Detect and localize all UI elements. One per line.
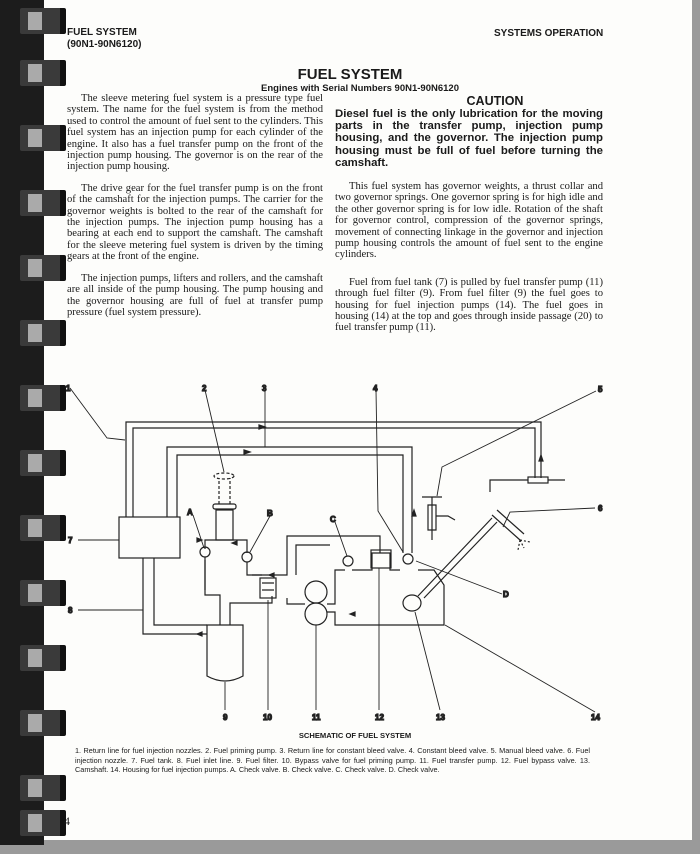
paragraph: The injection pumps, lifters and rollers, and the camshaft are all inside of the pump housing. The pump housing and the governor housing are full of fuel at transfer pump pressure (fuel system pressure). bbox=[67, 272, 323, 318]
constant-bleed-valve bbox=[403, 554, 413, 564]
callout-b: B bbox=[267, 509, 273, 518]
bypass-valve-priming bbox=[260, 578, 276, 598]
callout-7: 7 bbox=[68, 536, 73, 545]
callout-11: 11 bbox=[312, 713, 321, 722]
caution-heading: CAUTION bbox=[466, 94, 524, 108]
callout-1: 1 bbox=[66, 384, 71, 393]
caution-text: Diesel fuel is the only lubrication for the moving parts in the transfer pump, injection pump housing, and the governor. The injection pump housing must be full of fuel before turning the camshaft. bbox=[335, 108, 603, 169]
callout-12: 12 bbox=[375, 713, 384, 722]
manual-bleed-valve bbox=[422, 497, 455, 540]
transfer-pump-gear-bottom bbox=[305, 603, 327, 625]
figure-caption: SCHEMATIC OF FUEL SYSTEM bbox=[298, 731, 412, 740]
flow-arrows bbox=[197, 425, 543, 636]
callout-13: 13 bbox=[436, 713, 445, 722]
priming-pump bbox=[216, 510, 233, 540]
callout-10: 10 bbox=[263, 713, 272, 722]
callout-3: 3 bbox=[262, 384, 267, 393]
header-serial: (90N1-90N6120) bbox=[67, 39, 142, 50]
header-section: FUEL SYSTEM bbox=[67, 27, 137, 38]
callout-6: 6 bbox=[598, 504, 603, 513]
page-title: FUEL SYSTEM bbox=[297, 66, 403, 83]
priming-pump-handle bbox=[213, 504, 236, 509]
manual-bleed-block bbox=[528, 477, 548, 483]
fuel-filter bbox=[207, 625, 243, 681]
callout-9: 9 bbox=[223, 713, 228, 722]
callout-leaders bbox=[70, 388, 596, 712]
figure-legend: 1. Return line for fuel injection nozzles. 2. Fuel priming pump. 3. Return line for constant bleed valve. 4. Constant bleed valve. 5. Manual bleed valve. 6. Fuel injection nozzle. 7. Fuel tank. 8. Fuel inlet line. 9. Fuel filter. 10. Bypass valve for fuel priming pump. 11. Fuel transfer pump. 12. Fuel bypass valve. 13. Camshaft. 14. Housing for fuel injection pumps. A. Check valve. B. Check valve. C. Check valve. D. Check valve. bbox=[75, 746, 590, 775]
priming-handle-dashed bbox=[214, 473, 234, 479]
check-valve-b bbox=[242, 552, 252, 562]
return-line-bleed bbox=[167, 447, 412, 553]
paragraph: Fuel from fuel tank (7) is pulled by fuel transfer pump (11) through fuel filter (9). From fuel filter (9) the fuel goes to housing for fuel injection pumps (14). The fuel goes in housing (14) at the top and goes through inside passage (20) to fuel transfer pump (11). bbox=[335, 276, 603, 334]
priming-pump-extended bbox=[219, 478, 230, 504]
callout-c: C bbox=[330, 515, 336, 524]
paragraph: This fuel system has governor weights, a thrust collar and two governor springs. One governor spring is for high idle and the other governor spring is for low idle. Rotation of the shaft for governor control, compression of the governor springs, movement of connecting linkage in the governor and injection pump housing controls the amount of fuel sent to the engine cylinders. bbox=[335, 181, 603, 261]
callout-a: A bbox=[187, 508, 193, 517]
check-valve-c bbox=[343, 556, 353, 566]
callout-8: 8 bbox=[68, 606, 73, 615]
transfer-pump-gear-top bbox=[305, 581, 327, 603]
header-right: SYSTEMS OPERATION bbox=[494, 28, 604, 39]
callout-4: 4 bbox=[373, 384, 378, 393]
callout-d: D bbox=[503, 590, 509, 599]
paragraph: The drive gear for the fuel transfer pump is on the front of the camshaft for the injection pumps. The carrier for the governor weights is bolted to the rear of the camshaft for the injection pumps. The injection pump housing has a bearing at each end to support the camshaft. The camshaft for the sleeve metering fuel system is driven by the timing gears at the front of the engine. bbox=[67, 182, 323, 263]
priming-circuit bbox=[205, 540, 262, 590]
page-subtitle: Engines with Serial Numbers 90N1-90N6120 bbox=[261, 83, 459, 94]
callout-2: 2 bbox=[202, 384, 207, 393]
filter-outlet-line bbox=[205, 557, 272, 625]
fuel-inlet-line bbox=[143, 558, 207, 634]
fuel-tank bbox=[119, 517, 180, 558]
paragraph: The sleeve metering fuel system is a pressure type fuel system. The name for the fuel system is from the method used to control the amount of fuel sent to the cylinders. This fuel system has an injection pump for each cylinder of the engine. It also has a fuel transfer pump on the front of the injection pump housing. The governor is on the rear of the injection pump housing. bbox=[67, 93, 323, 173]
page-number: 4 bbox=[64, 814, 70, 828]
callout-5: 5 bbox=[598, 385, 603, 394]
return-line-nozzles bbox=[126, 422, 541, 517]
fuel-injection-nozzle bbox=[492, 510, 524, 540]
camshaft bbox=[403, 595, 421, 611]
nozzle-spray bbox=[518, 540, 530, 550]
bypass-valve-detail bbox=[262, 583, 274, 590]
callout-14: 14 bbox=[591, 713, 600, 722]
